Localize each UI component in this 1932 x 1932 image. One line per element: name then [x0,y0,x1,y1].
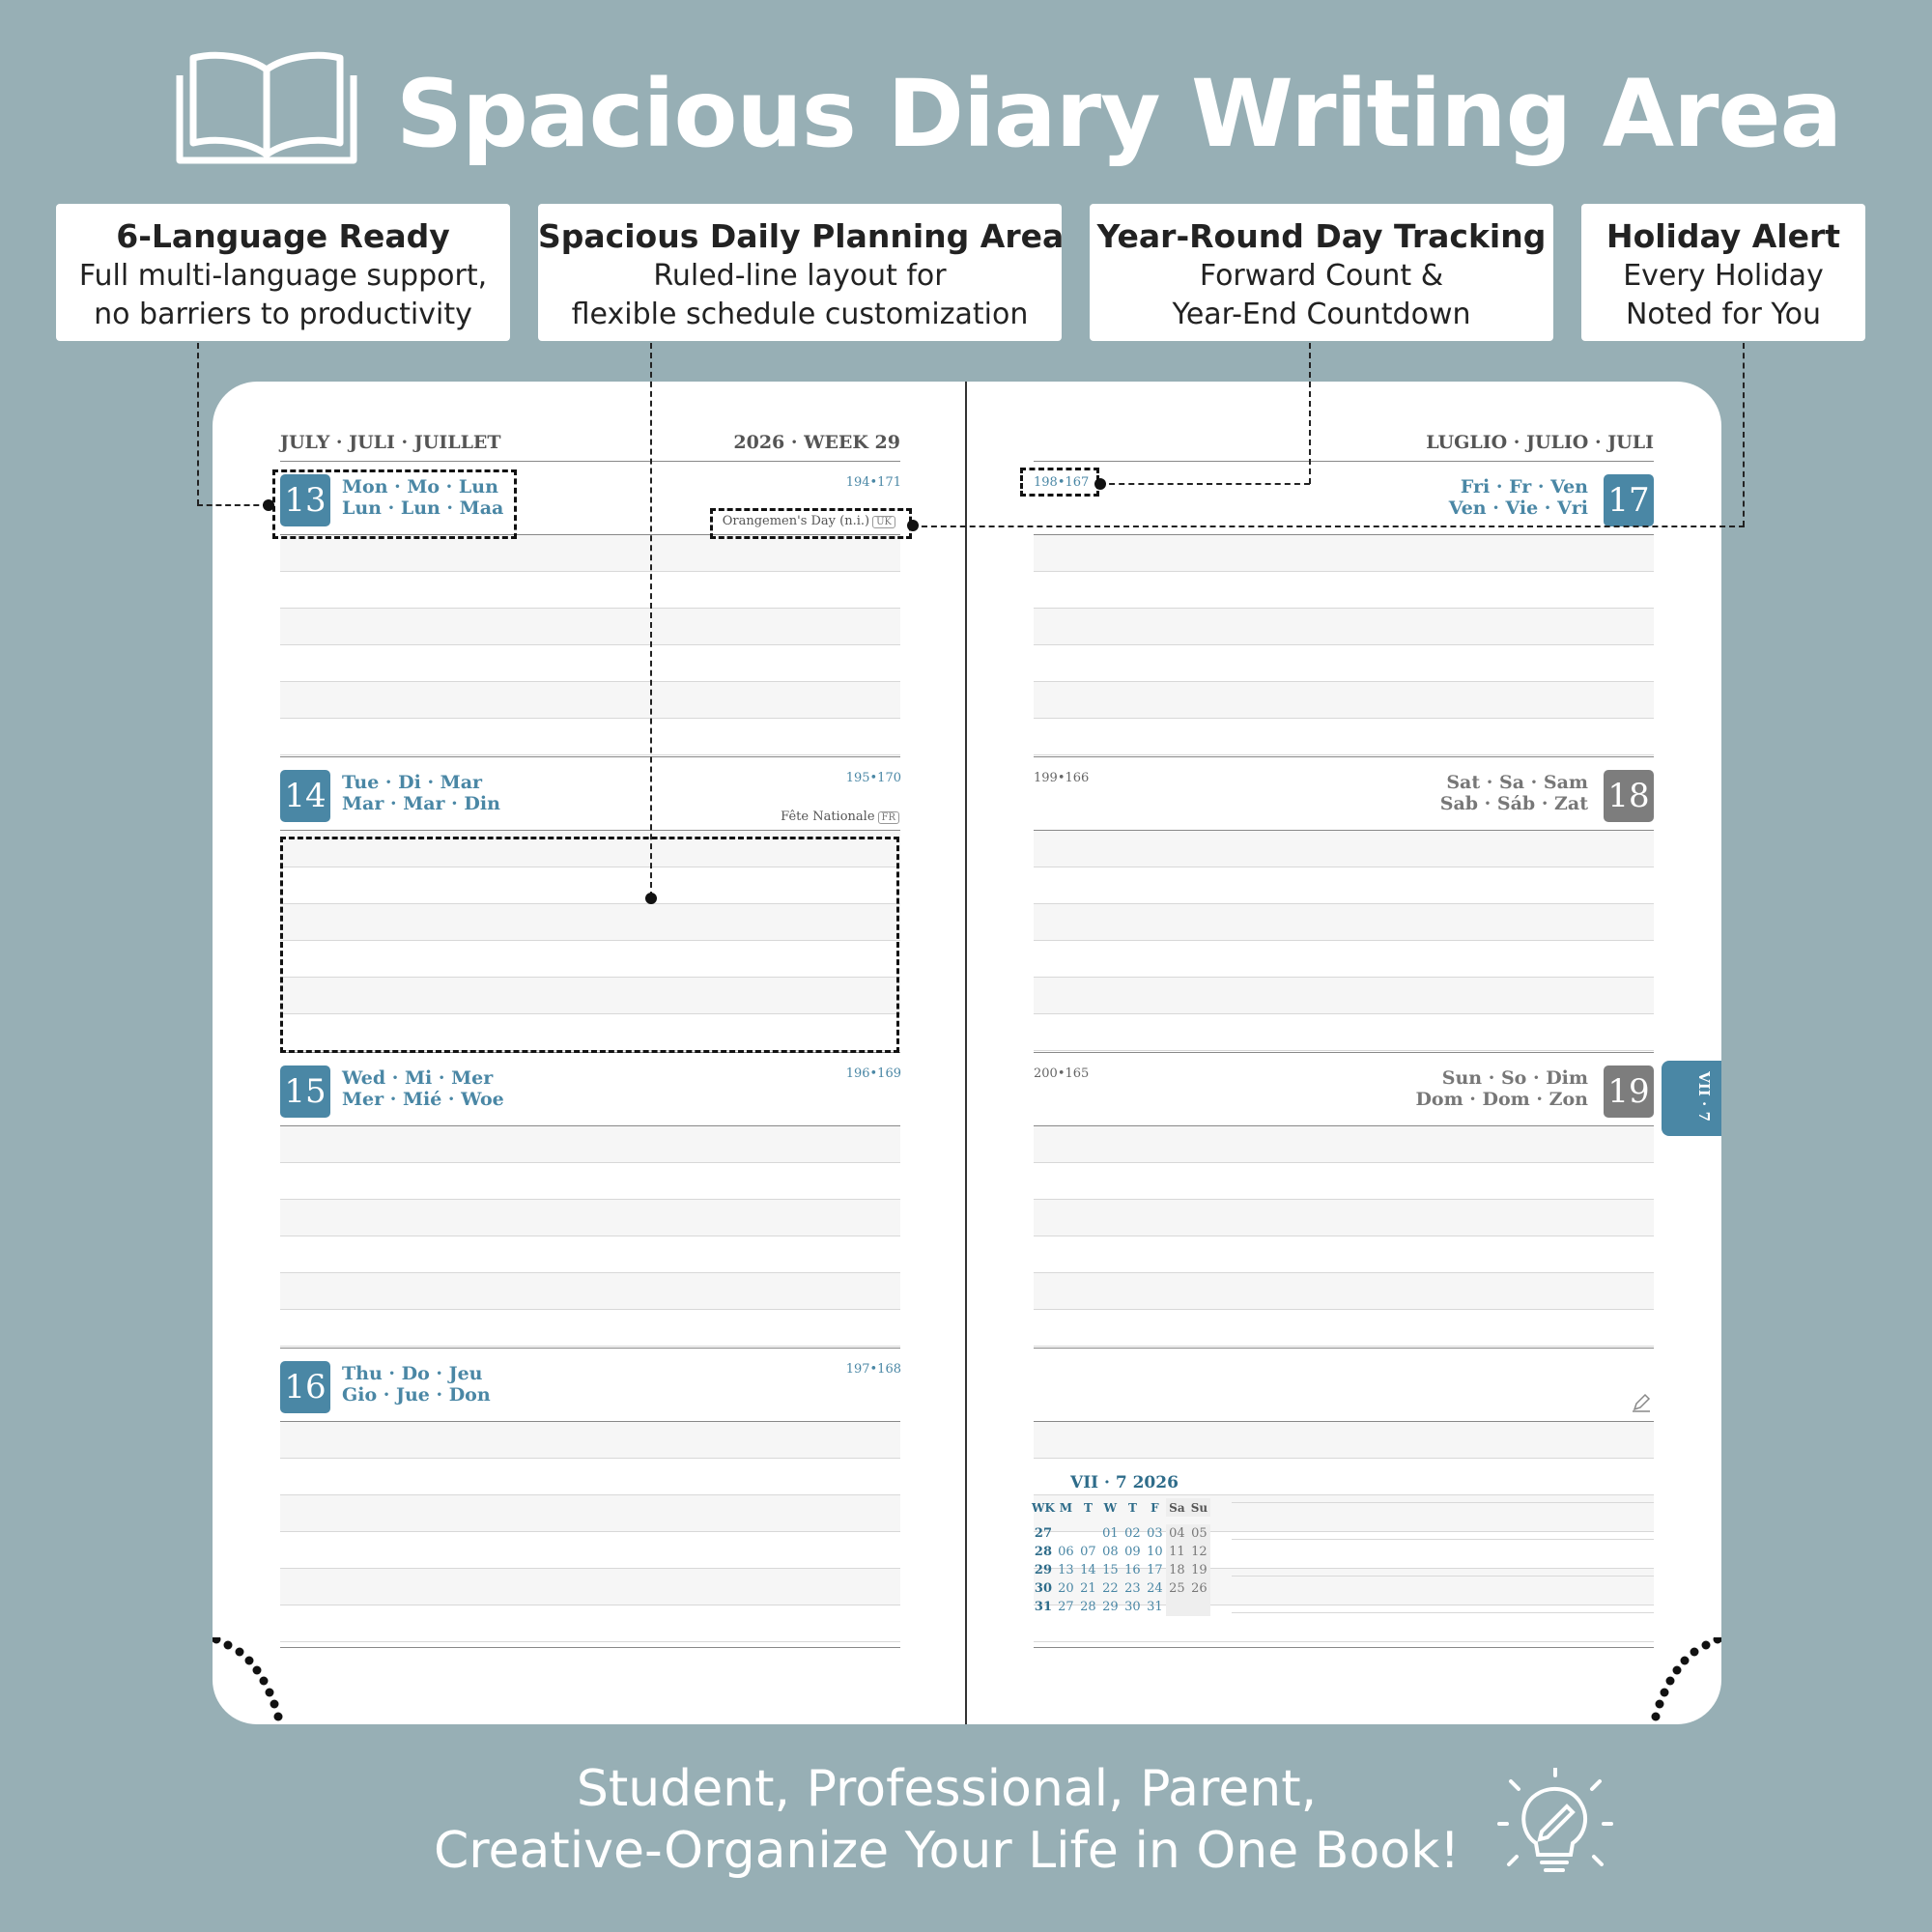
ruled-line [280,644,900,645]
decoration-dot [224,1641,233,1650]
callout-heading: Year-Round Day Tracking [1096,217,1547,255]
day-names-line: Mon · Mo · Lun [342,476,498,497]
mini-calendar-week [1032,1579,1210,1598]
ruled-line [1034,1309,1654,1310]
mini-calendar-day: 27 [1058,1600,1074,1614]
connector-dot [907,520,919,531]
line-band [280,1200,900,1236]
corner-decoration [213,1637,309,1724]
day-names-line: Tue · Di · Mar [342,772,483,793]
connector-line [197,504,269,506]
day-names-line: Ven · Vie · Vri [1448,497,1588,519]
holiday-country-tag: UK [872,516,895,528]
line-band [280,682,900,718]
day-names [1440,772,1588,814]
line-band [1034,1273,1654,1309]
decoration-dot [270,1700,279,1709]
holiday-label [781,810,899,824]
ruled-line [1034,754,1654,755]
day-number: 13 [280,474,330,526]
ruled-line [280,461,900,462]
decoration-dot [1681,1657,1690,1665]
mini-calendar-week [1032,1561,1210,1579]
mini-calendar-day: 17 [1147,1563,1163,1577]
ruled-line [280,1346,900,1347]
mini-calendar-week [1032,1543,1210,1561]
mini-calendar-day: 03 [1147,1526,1163,1541]
ruled-line [1034,1346,1654,1347]
mini-calendar-day: 30 [1124,1600,1141,1614]
ruled-line [1034,571,1654,572]
mini-calendar-day: 25 [1166,1579,1188,1598]
mini-calendar-day: 15 [1102,1563,1119,1577]
ruled-line [1034,1050,1654,1051]
decoration-dot [1702,1641,1711,1650]
decoration-dot [260,1677,269,1686]
ruled-line [1034,1647,1654,1648]
mini-calendar-day: 08 [1102,1545,1119,1559]
highlight-day-names [272,469,517,539]
mini-calendar-week-number: 28 [1034,1545,1052,1559]
callout-text: no barriers to productivity [94,298,472,331]
mini-calendar-title: VII · 7 2026 [1070,1473,1179,1492]
mini-calendar-day: 06 [1058,1545,1074,1559]
footer-line: Student, Professional, Parent, [576,1760,1318,1818]
mini-calendar-week [1032,1598,1210,1616]
mini-calendar-day: 23 [1124,1581,1141,1596]
mini-calendar-day [1166,1598,1188,1616]
day-names [342,772,500,814]
line-band [1034,682,1654,718]
day-names-line: Wed · Mi · Mer [342,1067,494,1089]
mini-calendar-header: Sa [1166,1498,1188,1517]
connector-line [1309,343,1311,484]
callout-language [56,204,510,341]
callout-holiday [1581,204,1865,341]
mini-calendar-week-number: 31 [1034,1600,1052,1614]
mini-calendar-day: 18 [1166,1561,1188,1579]
ruled-line [1034,1013,1654,1014]
callout-planning [538,204,1065,341]
day-number: 18 [1604,770,1654,822]
day-names-line: Fri · Fr · Ven [1460,476,1588,497]
ruled-line [1034,644,1654,645]
decoration-dot [213,1637,221,1644]
mini-calendar-day: 11 [1166,1543,1188,1561]
mini-calendar-header: WK [1032,1500,1055,1515]
line-band [1034,904,1654,940]
ruled-line [280,1458,900,1459]
ruled-line [1034,1052,1654,1053]
connector-line [197,343,199,505]
ruled-line [1232,1502,1654,1503]
ruled-line [280,754,900,755]
decoration-dot [1714,1637,1722,1644]
day-number: 15 [280,1065,330,1118]
mini-calendar-day: 13 [1058,1563,1074,1577]
ruled-line [1034,718,1654,719]
mini-calendar-day [1077,1524,1099,1543]
right-month-header: LUGLIO · JULIO · JULI [1426,432,1654,453]
line-band [280,609,900,644]
mini-calendar-day: 20 [1058,1581,1074,1596]
line-band [280,1569,900,1605]
mini-calendar-week-number: 27 [1034,1526,1052,1541]
mini-calendar-day: 16 [1124,1563,1141,1577]
highlight-holiday [710,508,912,539]
month-tab-label: VII · 7 [1694,1071,1713,1122]
mini-calendar-day [1188,1598,1210,1616]
ruled-line [280,1647,900,1648]
connector-line [1099,483,1310,485]
mini-calendar-day: 12 [1188,1543,1210,1561]
connector-dot [1094,478,1106,490]
day-names [342,1363,491,1406]
page-title: Spacious Diary Writing Area [396,60,1842,168]
day-names-line: Sat · Sa · Sam [1446,772,1588,793]
left-month-header: JULY · JULI · JUILLET [280,432,501,453]
line-band [1034,1126,1654,1162]
mini-calendar-day [1055,1524,1077,1543]
mini-calendar-day: 14 [1080,1563,1096,1577]
decoration-dot [266,1689,274,1697]
decoration-dot [253,1666,262,1675]
callout-tracking [1090,204,1553,341]
ruled-line [1034,756,1654,757]
mini-calendar [1032,1473,1210,1616]
ruled-line [1034,1641,1654,1642]
footer-line: Creative-Organize Your Life in One Book! [433,1822,1461,1880]
day-names-line: Lun · Lun · Maa [342,497,504,519]
diary-spread [213,382,1721,1724]
ruled-line [280,1348,900,1349]
ruled-line [280,1309,900,1310]
ruled-line [1034,940,1654,941]
mini-calendar-header: Su [1188,1498,1210,1517]
mini-calendar-day: 29 [1102,1600,1119,1614]
connector-dot [263,499,274,511]
connector-line [912,526,1745,527]
callout-heading: Spacious Daily Planning Area [538,217,1065,255]
line-band [1034,1200,1654,1236]
mini-calendar-header: M [1059,1500,1073,1515]
decoration-dot [245,1657,254,1665]
day-count: 198•167 [1034,475,1090,490]
line-band [280,1126,900,1162]
day-number: 19 [1604,1065,1654,1118]
mini-calendar-week [1032,1524,1210,1543]
day-names-line: Sab · Sáb · Zat [1439,793,1588,814]
day-count: 195•170 [845,771,901,785]
day-count: 194•171 [845,475,901,490]
decoration-dot [1652,1713,1661,1721]
line-band [1034,831,1654,867]
connector-dot [645,893,657,904]
decoration-dot [1690,1648,1699,1657]
day-count: 200•165 [1034,1066,1090,1081]
mini-calendar-day: 02 [1124,1526,1141,1541]
corner-decoration [1625,1637,1721,1724]
ruled-line [1232,1576,1654,1577]
ruled-line [280,1641,900,1642]
mini-calendar-day: 09 [1124,1545,1141,1559]
ruled-line [280,1531,900,1532]
week-header: 2026 · WEEK 29 [733,432,900,453]
ruled-line [1034,1458,1654,1459]
ruled-line [1034,461,1654,462]
day-names [1415,1067,1588,1110]
mini-calendar-header: T [1127,1500,1137,1515]
ruled-line [280,756,900,757]
callout-text: Ruled-line layout for [653,259,947,293]
pen-icon [1631,1392,1652,1413]
callout-heading: Holiday Alert [1605,217,1841,255]
mini-calendar-day: 04 [1166,1524,1188,1543]
ruled-line [280,718,900,719]
ruled-line [280,571,900,572]
mini-calendar-day: 05 [1188,1524,1210,1543]
callout-text: Forward Count & [1199,259,1444,293]
line-band [1034,978,1654,1013]
day-names-line: Dom · Dom · Zon [1415,1089,1588,1110]
decoration-dot [1661,1689,1669,1697]
mini-calendar-week-number: 30 [1034,1581,1052,1596]
line-band [280,535,900,571]
holiday-name: Orangemen's Day (n.i.) [722,514,870,528]
spine [965,382,967,1724]
mini-calendar-day: 07 [1080,1545,1096,1559]
callout-heading: 6-Language Ready [116,217,450,255]
callout-text: Full multi-language support, [78,259,488,293]
mini-calendar-day: 21 [1080,1581,1096,1596]
month-tab[interactable] [1662,1061,1721,1136]
mini-calendar-grid [1032,1498,1210,1616]
mini-calendar-day: 10 [1147,1545,1163,1559]
decoration-dot [1656,1700,1664,1709]
holiday-name: Fête Nationale [781,810,875,824]
lightbulb-pencil-icon [1497,1768,1613,1884]
day-names-line: Gio · Jue · Don [342,1384,491,1406]
mini-calendar-day: 22 [1102,1581,1119,1596]
mini-calendar-day: 31 [1147,1600,1163,1614]
mini-calendar-day: 19 [1188,1561,1210,1579]
highlight-planning-area [280,837,899,1053]
day-names [342,1067,504,1110]
callout-text: Noted for You [1625,298,1822,331]
decoration-dot [236,1648,244,1657]
ruled-line [1232,1539,1654,1540]
mini-calendar-day: 01 [1102,1526,1119,1541]
mini-calendar-day: 24 [1147,1581,1163,1596]
ruled-line [1034,1162,1654,1163]
day-count: 197•168 [845,1362,901,1377]
callout-text: Every Holiday [1623,259,1824,293]
line-band [280,1422,900,1458]
line-band [1034,535,1654,571]
ruled-line [1232,1612,1654,1613]
mini-calendar-header: W [1103,1500,1118,1515]
day-count: 196•169 [845,1066,901,1081]
callout-text: flexible schedule customization [571,298,1029,331]
mini-calendar-day: 28 [1080,1600,1096,1614]
day-number: 14 [280,770,330,822]
day-number: 17 [1604,474,1654,526]
line-band [1034,609,1654,644]
line-band [280,1495,900,1531]
day-number: 16 [280,1361,330,1413]
callout-text: Year-End Countdown [1172,298,1471,331]
line-band [280,1273,900,1309]
open-book-icon [172,46,361,166]
holiday-country-tag: FR [878,811,899,824]
connector-line [1743,343,1745,526]
line-band [1034,1422,1654,1458]
day-names-line: Sun · So · Dim [1441,1067,1588,1089]
decoration-dot [1666,1677,1675,1686]
highlight-day-count [1020,468,1099,497]
day-names-line: Mar · Mar · Din [342,793,500,814]
mini-calendar-day: 26 [1188,1579,1210,1598]
day-count: 199•166 [1034,771,1090,785]
day-names-line: Mer · Mié · Woe [342,1089,504,1110]
mini-calendar-header: F [1151,1500,1159,1515]
decoration-dot [1673,1666,1682,1675]
mini-calendar-header: T [1083,1500,1093,1515]
day-names-line: Thu · Do · Jeu [342,1363,483,1384]
mini-calendar-week-number: 29 [1034,1563,1052,1577]
ruled-line [1034,1348,1654,1349]
connector-line [650,343,652,897]
day-names [1449,476,1588,519]
ruled-line [280,1162,900,1163]
decoration-dot [274,1713,283,1721]
